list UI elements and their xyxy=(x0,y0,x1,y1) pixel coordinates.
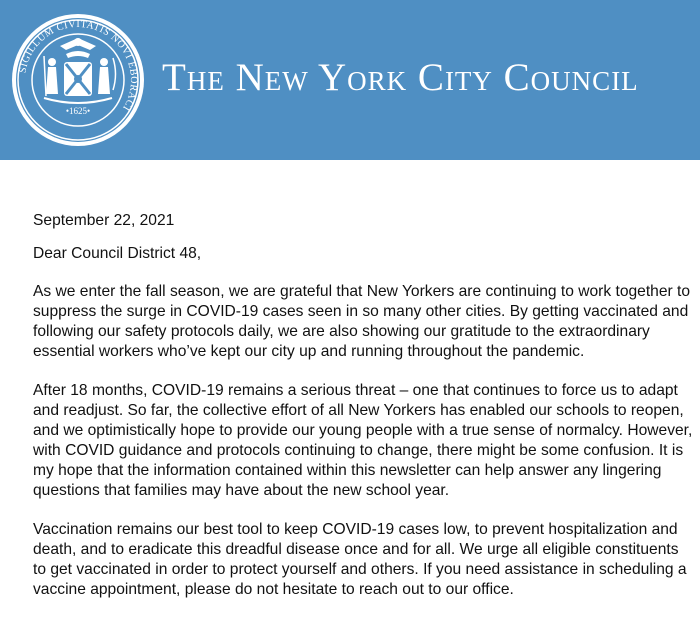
letter-paragraph-1: As we enter the fall season, we are grateful that New Yorkers are continuing to work together to suppress the surge in COVID-19 cases seen in so many other cities. By getting vaccinated and following our safety protocols daily, we are also showing our gratitude to the extraordinary essential workers who’ve kept our city up and running throughout the pandemic. xyxy=(33,283,691,360)
council-title: The New York City Council xyxy=(162,56,639,99)
letterhead-banner xyxy=(0,0,700,160)
letter-date: September 22, 2021 xyxy=(33,212,175,229)
letter-body xyxy=(33,211,695,619)
letter-salutation: Dear Council District 48, xyxy=(33,245,202,262)
seal-ring-text: SIGILLUM CIVITATIS NOVI EBORACI xyxy=(17,18,140,113)
seal-year: •1625• xyxy=(65,106,91,116)
city-seal-icon xyxy=(10,12,146,148)
letter-paragraph-3: Vaccination remains our best tool to keep COVID-19 cases low, to prevent hospitalization and death, and to eradicate this dreadful disease once and for all. We urge all eligible constituents to get vaccinated in order to protect yourself and others. If you need assistance in scheduling a vaccine appointment, please do not hesitate to reach out to our office. xyxy=(33,521,687,598)
letter-paragraph-2: After 18 months, COVID-19 remains a serious threat – one that continues to force us to adapt and readjust. So far, the collective effort of all New Yorkers has enabled our schools to reopen, and we optimistically hope to provide our young people with a true sense of normalcy. However, with COVID guidance and protocols continuing to change, there might be some confusion. It is my hope that the information contained within this newsletter can help answer any lingering questions that families may have about the new school year. xyxy=(33,382,693,499)
